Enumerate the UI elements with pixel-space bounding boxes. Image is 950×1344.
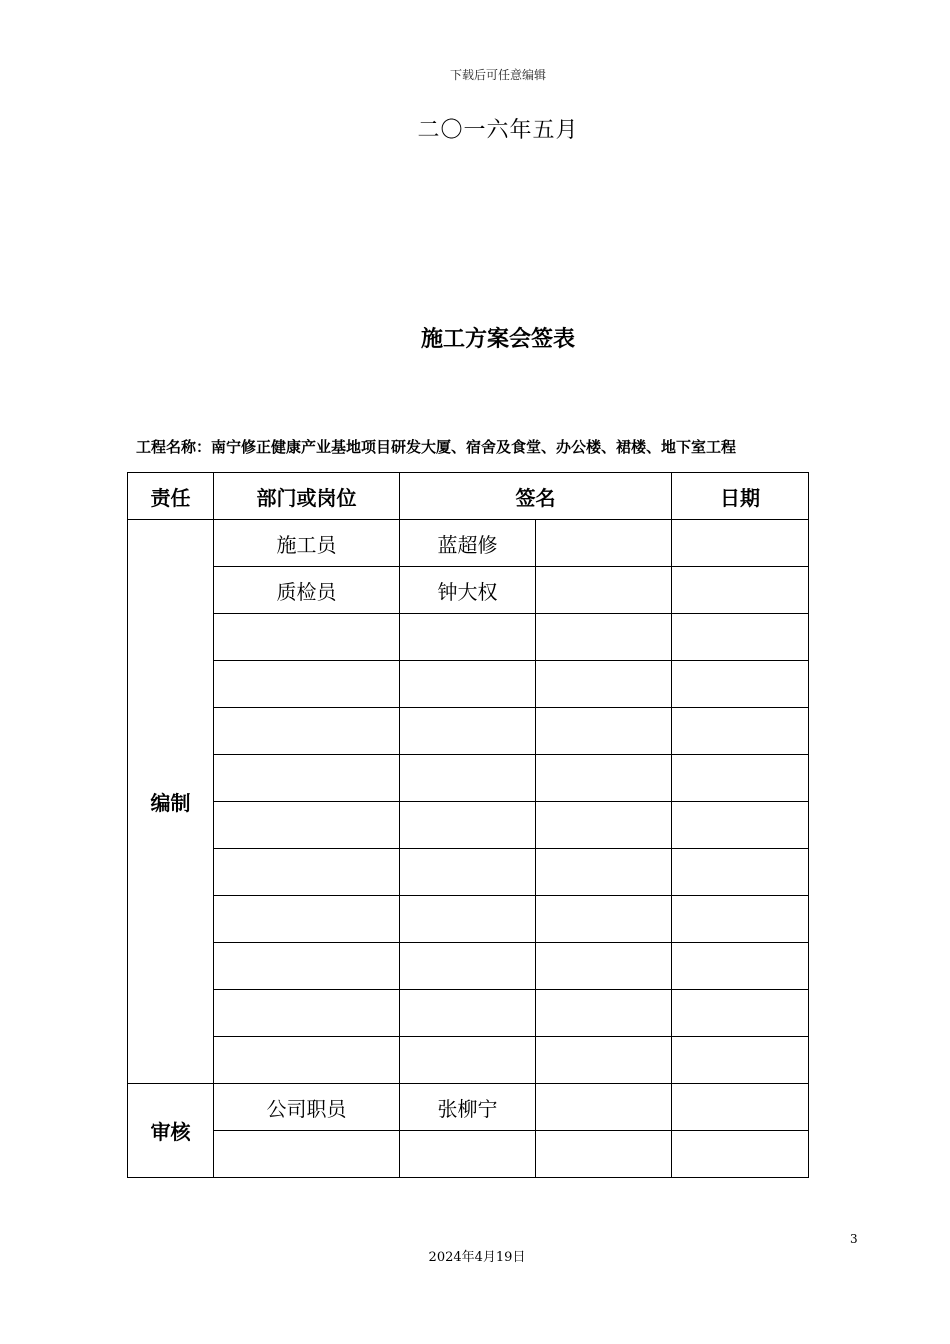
- name-cell[interactable]: [400, 990, 536, 1037]
- header-note: 下载后可任意编辑: [449, 68, 546, 82]
- table-row: [128, 1084, 809, 1131]
- department-cell[interactable]: [214, 802, 400, 849]
- signature-cell[interactable]: [536, 943, 672, 990]
- table-row: [128, 802, 809, 849]
- header-department: 部门或岗位: [214, 473, 400, 520]
- signature-cell[interactable]: [536, 567, 672, 614]
- date-cell[interactable]: [672, 990, 809, 1037]
- department-cell[interactable]: [214, 943, 400, 990]
- signature-cell[interactable]: [536, 661, 672, 708]
- date-cell[interactable]: [672, 661, 809, 708]
- department-cell[interactable]: [214, 755, 400, 802]
- name-cell[interactable]: [400, 896, 536, 943]
- table-row: [128, 943, 809, 990]
- document-title: 施工方案会签表: [420, 327, 575, 352]
- department-cell[interactable]: [214, 661, 400, 708]
- name-cell[interactable]: [400, 708, 536, 755]
- table-row: [128, 990, 809, 1037]
- section-review: 审核: [128, 1084, 214, 1178]
- signature-cell[interactable]: [536, 1037, 672, 1084]
- header-signature: 签名: [400, 473, 672, 520]
- date-cell[interactable]: [672, 567, 809, 614]
- project-name-line: [136, 436, 816, 457]
- name-cell[interactable]: [400, 614, 536, 661]
- name-cell[interactable]: [400, 849, 536, 896]
- table-row: [128, 661, 809, 708]
- signature-cell[interactable]: [536, 1084, 672, 1131]
- table-row: [128, 567, 809, 614]
- header-date: 日期: [672, 473, 809, 520]
- date-cell[interactable]: [672, 614, 809, 661]
- date-cell[interactable]: [672, 755, 809, 802]
- table-row: [128, 520, 809, 567]
- table-row: [128, 849, 809, 896]
- signature-cell[interactable]: [536, 1131, 672, 1178]
- date-cell[interactable]: [672, 1084, 809, 1131]
- project-label: 工程名称：: [136, 438, 212, 456]
- signature-cell[interactable]: [536, 990, 672, 1037]
- department-cell[interactable]: [214, 849, 400, 896]
- department-cell[interactable]: [214, 896, 400, 943]
- project-name: 南宁修正健康产业基地项目研发大厦、宿舍及食堂、办公楼、裙楼、地下室工程: [211, 438, 737, 456]
- signoff-table: [127, 472, 809, 1178]
- name-cell[interactable]: [400, 1037, 536, 1084]
- table-row: [128, 1037, 809, 1084]
- header-responsibility: 责任: [128, 473, 214, 520]
- date-cell[interactable]: [672, 1131, 809, 1178]
- table-row: [128, 708, 809, 755]
- table-header-row: [128, 473, 809, 520]
- footer-date: 2024年4月19日: [428, 1250, 526, 1265]
- signature-cell[interactable]: [536, 755, 672, 802]
- table-row: [128, 755, 809, 802]
- date-cell[interactable]: [672, 520, 809, 567]
- date-cell[interactable]: [672, 802, 809, 849]
- department-cell[interactable]: [214, 990, 400, 1037]
- name-cell: 张柳宁: [400, 1084, 536, 1131]
- date-cell[interactable]: [672, 849, 809, 896]
- department-cell[interactable]: [214, 1131, 400, 1178]
- signature-cell[interactable]: [536, 896, 672, 943]
- name-cell[interactable]: [400, 755, 536, 802]
- table-row: [128, 1131, 809, 1178]
- signature-cell[interactable]: [536, 802, 672, 849]
- signature-cell[interactable]: [536, 614, 672, 661]
- signature-cell[interactable]: [536, 708, 672, 755]
- name-cell[interactable]: [400, 943, 536, 990]
- date-cell[interactable]: [672, 896, 809, 943]
- department-cell: 质检员: [214, 567, 400, 614]
- signature-cell[interactable]: [536, 520, 672, 567]
- department-cell: 施工员: [214, 520, 400, 567]
- department-cell[interactable]: [214, 708, 400, 755]
- section-compile: 编制: [128, 520, 214, 1084]
- date-title: 二〇一六年五月: [417, 118, 579, 143]
- date-cell[interactable]: [672, 708, 809, 755]
- date-cell[interactable]: [672, 1037, 809, 1084]
- signature-cell[interactable]: [536, 849, 672, 896]
- page-number: 3: [850, 1232, 858, 1246]
- department-cell: 公司职员: [214, 1084, 400, 1131]
- table-row: [128, 896, 809, 943]
- name-cell[interactable]: [400, 661, 536, 708]
- name-cell[interactable]: [400, 802, 536, 849]
- department-cell[interactable]: [214, 1037, 400, 1084]
- table-row: [128, 614, 809, 661]
- name-cell: 蓝超修: [400, 520, 536, 567]
- department-cell[interactable]: [214, 614, 400, 661]
- date-cell[interactable]: [672, 943, 809, 990]
- name-cell: 钟大权: [400, 567, 536, 614]
- name-cell[interactable]: [400, 1131, 536, 1178]
